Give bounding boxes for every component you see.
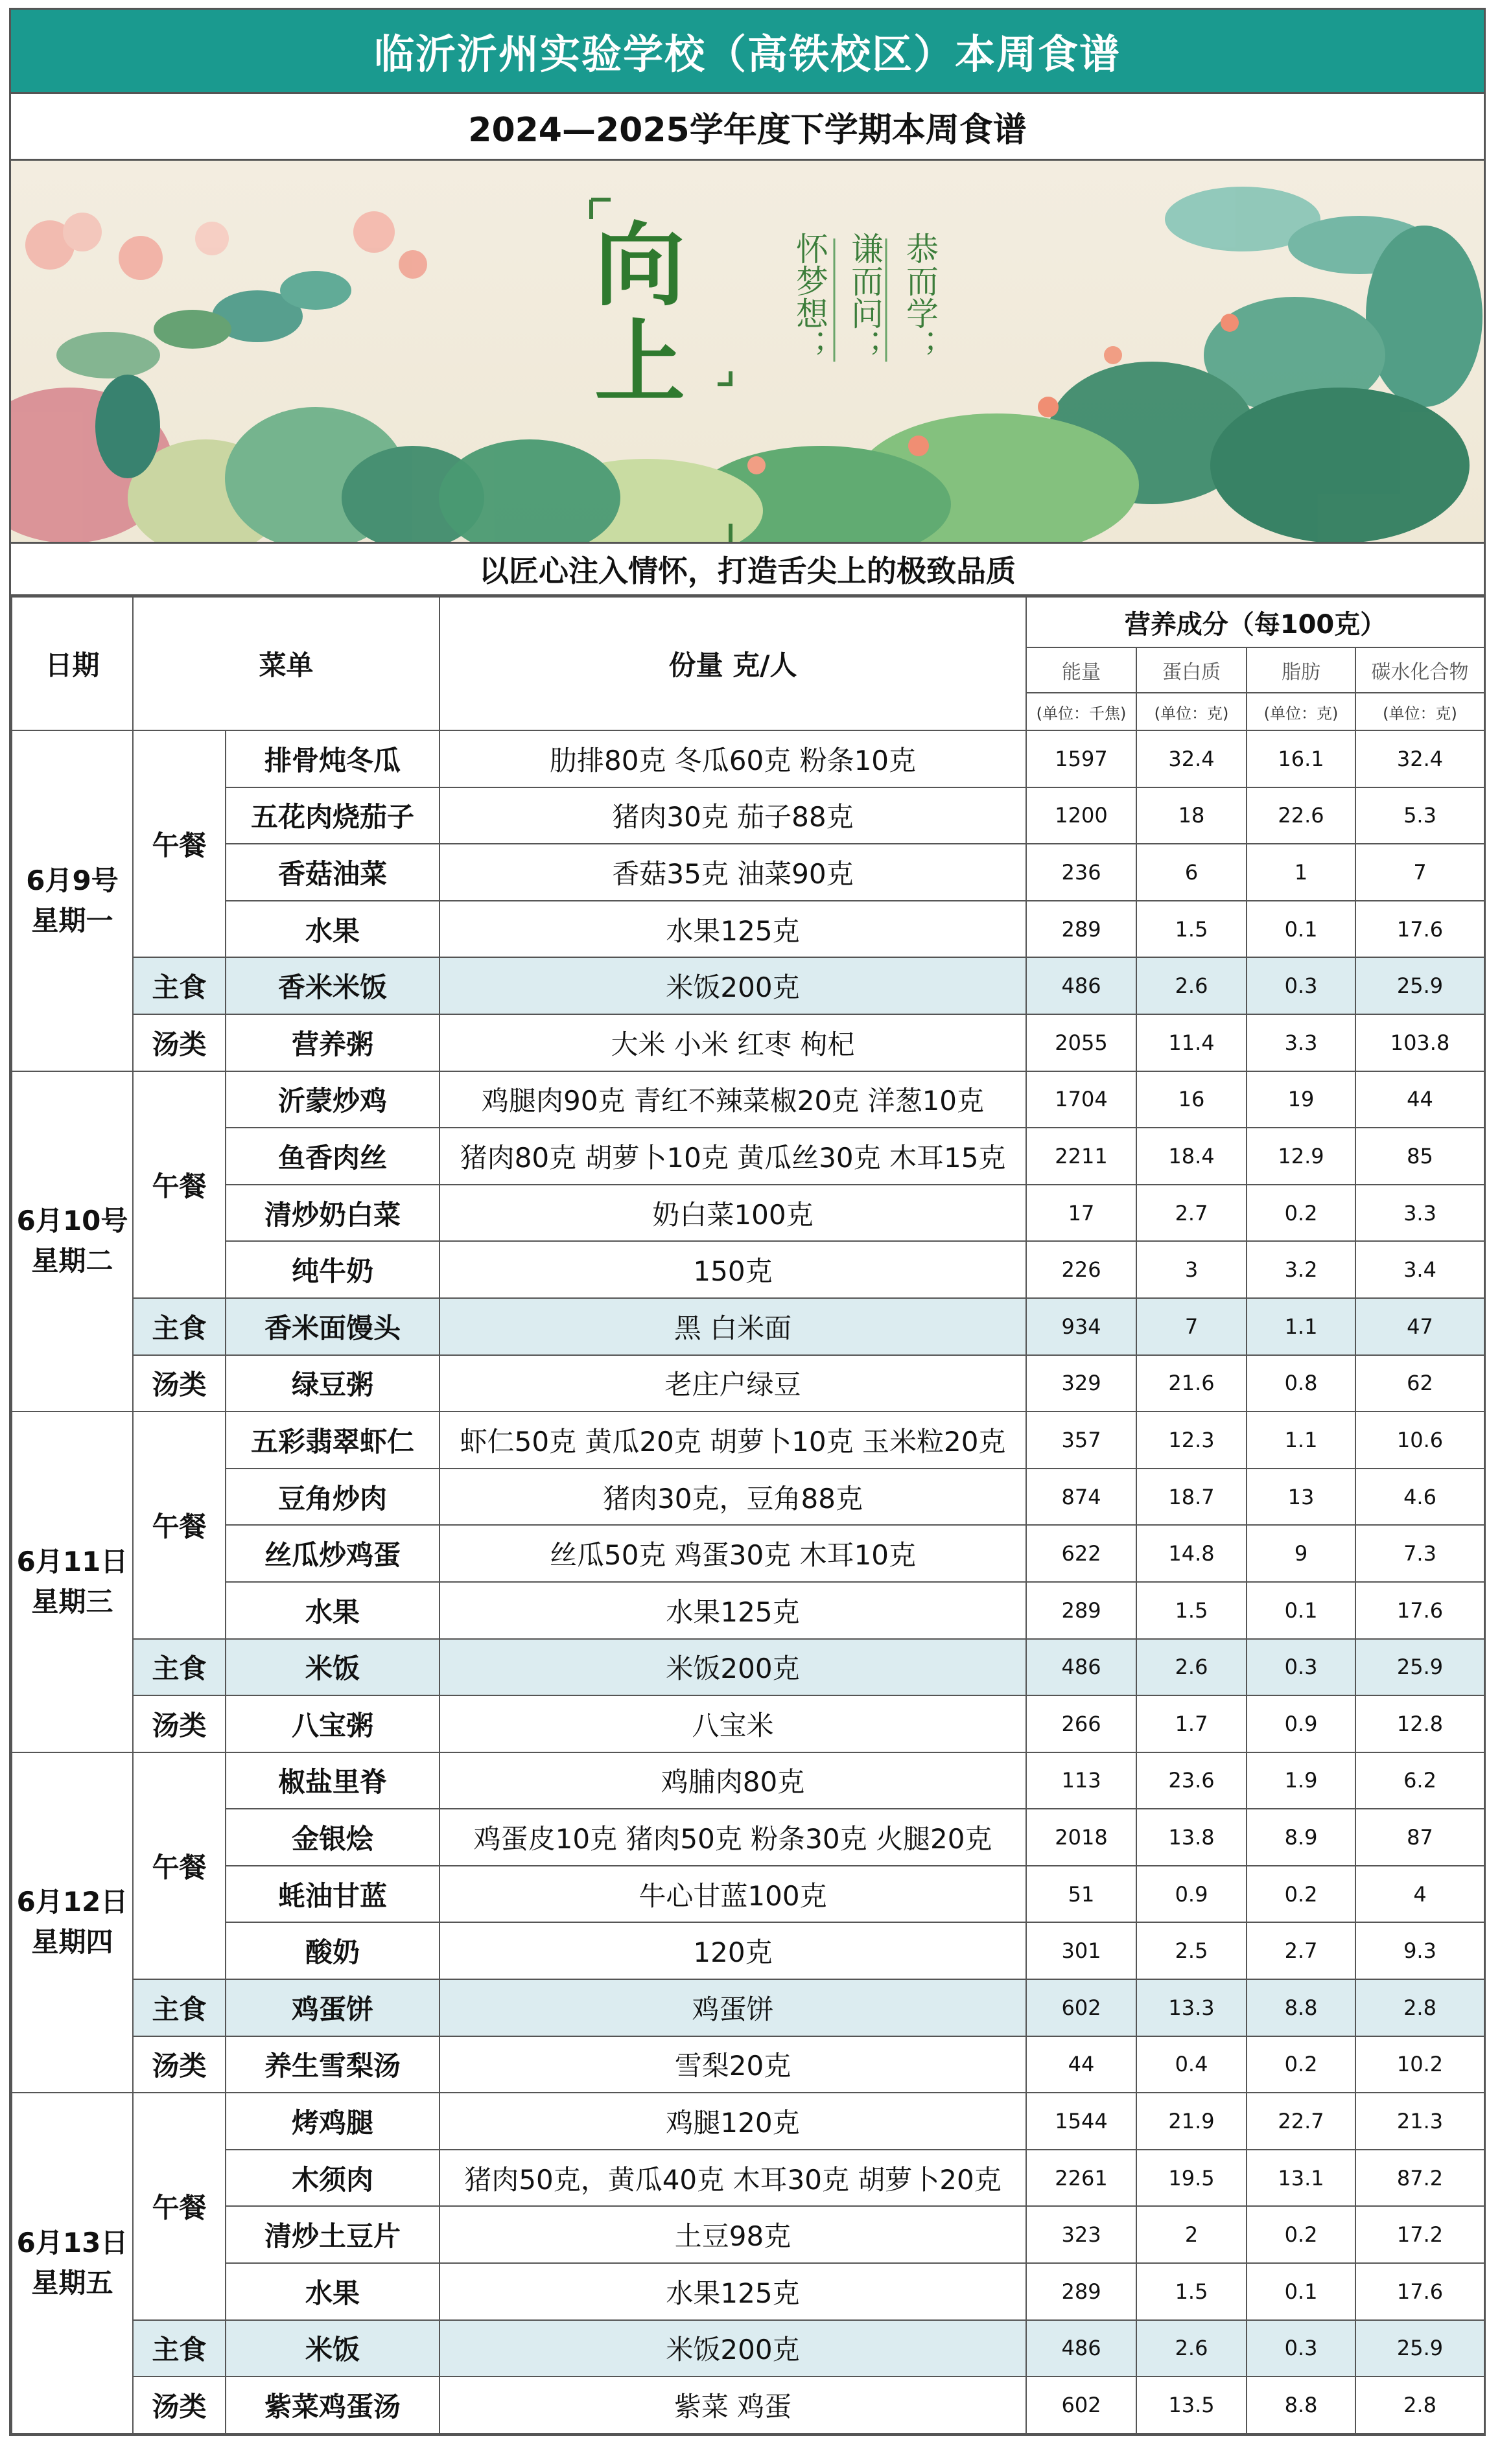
portion-cell: 鸡蛋饼 [439, 1979, 1026, 2036]
energy-cell: 266 [1026, 1695, 1136, 1752]
table-row [12, 1412, 1484, 1469]
table-row [12, 1355, 1484, 1412]
energy-cell: 2018 [1026, 1809, 1136, 1866]
meal-label-soup: 汤类 [133, 2377, 226, 2434]
fat-cell: 8.8 [1247, 2377, 1355, 2434]
dish-name: 纯牛奶 [226, 1241, 439, 1298]
carb-cell: 3.4 [1355, 1241, 1484, 1298]
energy-cell: 602 [1026, 1979, 1136, 2036]
header-protein-unit: (单位：克) [1136, 693, 1247, 730]
carb-cell: 87.2 [1355, 2150, 1484, 2207]
dish-name: 香菇油菜 [226, 844, 439, 901]
fat-cell: 0.1 [1247, 1582, 1355, 1639]
portion-cell: 米饭200克 [439, 1639, 1026, 1696]
table-row [12, 844, 1484, 901]
meal-label-lunch: 午餐 [133, 730, 226, 957]
protein-cell: 13.8 [1136, 1809, 1247, 1866]
date-text: 6月13日 [16, 2227, 128, 2259]
protein-cell: 2 [1136, 2206, 1247, 2263]
table-row [12, 1469, 1484, 1526]
table-row [12, 2206, 1484, 2263]
date-cell [12, 1071, 133, 1412]
energy-cell: 357 [1026, 1412, 1136, 1469]
meal-label-soup: 汤类 [133, 2036, 226, 2093]
protein-cell: 18.7 [1136, 1469, 1247, 1526]
fat-cell: 0.1 [1247, 901, 1355, 958]
protein-cell: 1.5 [1136, 1582, 1247, 1639]
energy-cell: 226 [1026, 1241, 1136, 1298]
fat-cell: 0.8 [1247, 1355, 1355, 1412]
meal-label-lunch: 午餐 [133, 1412, 226, 1638]
protein-cell: 16 [1136, 1071, 1247, 1128]
date-text: 6月11日 [16, 1545, 128, 1577]
portion-cell: 150克 [439, 1241, 1026, 1298]
portion-cell: 奶白菜100克 [439, 1185, 1026, 1242]
fat-cell: 1.1 [1247, 1412, 1355, 1469]
fat-cell: 0.2 [1247, 2036, 1355, 2093]
meal-label-staple: 主食 [133, 1979, 226, 2036]
energy-cell: 323 [1026, 2206, 1136, 2263]
protein-cell: 1.5 [1136, 901, 1247, 958]
fat-cell: 12.9 [1247, 1128, 1355, 1185]
energy-cell: 1704 [1026, 1071, 1136, 1128]
protein-cell: 6 [1136, 844, 1247, 901]
banner-big-char-1: 向 [594, 213, 686, 319]
protein-cell: 0.4 [1136, 2036, 1247, 2093]
protein-cell: 18.4 [1136, 1128, 1247, 1185]
dish-name: 沂蒙炒鸡 [226, 1071, 439, 1128]
date-cell [12, 730, 133, 1071]
portion-cell: 鸡脯肉80克 [439, 1752, 1026, 1809]
meal-label-soup: 汤类 [133, 1014, 226, 1071]
table-row [12, 787, 1484, 844]
table-row [12, 730, 1484, 787]
portion-cell: 水果125克 [439, 901, 1026, 958]
table-row [12, 1128, 1484, 1185]
dish-name: 米饭 [226, 2320, 439, 2377]
table-row [12, 1071, 1484, 1128]
dish-name: 酸奶 [226, 1922, 439, 1979]
dish-name: 香米面馒头 [226, 1298, 439, 1355]
fat-cell: 1.1 [1247, 1298, 1355, 1355]
energy-cell: 602 [1026, 2377, 1136, 2434]
date-cell [12, 1752, 133, 2093]
portion-cell: 猪肉80克 胡萝卜10克 黄瓜丝30克 木耳15克 [439, 1128, 1026, 1185]
date-text: 6月12日 [16, 1886, 128, 1918]
protein-cell: 14.8 [1136, 1525, 1247, 1582]
protein-cell: 2.7 [1136, 1185, 1247, 1242]
meal-label-staple: 主食 [133, 2320, 226, 2377]
decorative-banner [11, 161, 1484, 544]
energy-cell: 934 [1026, 1298, 1136, 1355]
table-row [12, 1582, 1484, 1639]
header-carb: 碳水化合物 [1355, 647, 1484, 693]
protein-cell: 1.5 [1136, 2263, 1247, 2320]
energy-cell: 289 [1026, 901, 1136, 958]
protein-cell: 0.9 [1136, 1866, 1247, 1923]
protein-cell: 11.4 [1136, 1014, 1247, 1071]
weekday-text: 星期二 [31, 1245, 113, 1277]
table-row [12, 1695, 1484, 1752]
dish-name: 清炒奶白菜 [226, 1185, 439, 1242]
carb-cell: 44 [1355, 1071, 1484, 1128]
energy-cell: 486 [1026, 2320, 1136, 2377]
protein-cell: 18 [1136, 787, 1247, 844]
carb-cell: 10.2 [1355, 2036, 1484, 2093]
protein-cell: 1.7 [1136, 1695, 1247, 1752]
carb-cell: 87 [1355, 1809, 1484, 1866]
dish-name: 八宝粥 [226, 1695, 439, 1752]
banner-poem-col-1: 恭而学； [901, 232, 939, 362]
carb-cell: 32.4 [1355, 730, 1484, 787]
header-date: 日期 [12, 597, 133, 730]
portion-cell: 水果125克 [439, 1582, 1026, 1639]
table-row [12, 1298, 1484, 1355]
portion-cell: 土豆98克 [439, 2206, 1026, 2263]
protein-cell: 2.6 [1136, 957, 1247, 1014]
portion-cell: 虾仁50克 黄瓜20克 胡萝卜10克 玉米粒20克 [439, 1412, 1026, 1469]
dish-name: 水果 [226, 1582, 439, 1639]
banner-big-char-2: 上 [594, 310, 686, 416]
fat-cell: 0.2 [1247, 1866, 1355, 1923]
banner-poem-col-2: 谦而问； [846, 232, 884, 362]
energy-cell: 1544 [1026, 2093, 1136, 2150]
fat-cell: 13.1 [1247, 2150, 1355, 2207]
table-row [12, 1752, 1484, 1809]
energy-cell: 44 [1026, 2036, 1136, 2093]
energy-cell: 486 [1026, 957, 1136, 1014]
table-row [12, 1866, 1484, 1923]
dish-name: 绿豆粥 [226, 1355, 439, 1412]
header-energy: 能量 [1026, 647, 1136, 693]
portion-cell: 鸡腿肉90克 青红不辣菜椒20克 洋葱10克 [439, 1071, 1026, 1128]
meal-label-staple: 主食 [133, 1639, 226, 1696]
fat-cell: 0.3 [1247, 957, 1355, 1014]
header-nutrition: 营养成分（每100克） [1026, 597, 1484, 647]
portion-cell: 猪肉30克，豆角88克 [439, 1469, 1026, 1526]
energy-cell: 329 [1026, 1355, 1136, 1412]
dish-name: 营养粥 [226, 1014, 439, 1071]
table-row [12, 2093, 1484, 2150]
page-subtitle: 2024—2025学年度下学期本周食谱 [11, 94, 1484, 161]
dish-name: 五彩翡翠虾仁 [226, 1412, 439, 1469]
carb-cell: 4 [1355, 1866, 1484, 1923]
carb-cell: 21.3 [1355, 2093, 1484, 2150]
portion-cell: 八宝米 [439, 1695, 1026, 1752]
menu-sheet [9, 8, 1486, 2436]
portion-cell: 米饭200克 [439, 957, 1026, 1014]
meal-label-soup: 汤类 [133, 1695, 226, 1752]
protein-cell: 13.5 [1136, 2377, 1247, 2434]
carb-cell: 103.8 [1355, 1014, 1484, 1071]
energy-cell: 622 [1026, 1525, 1136, 1582]
header-fat-unit: (单位：克) [1247, 693, 1355, 730]
table-row [12, 2150, 1484, 2207]
dish-name: 水果 [226, 901, 439, 958]
portion-cell: 黑 白米面 [439, 1298, 1026, 1355]
portion-cell: 香菇35克 油菜90克 [439, 844, 1026, 901]
carb-cell: 6.2 [1355, 1752, 1484, 1809]
portion-cell: 大米 小米 红枣 枸杞 [439, 1014, 1026, 1071]
header-protein: 蛋白质 [1136, 647, 1247, 693]
fat-cell: 13 [1247, 1469, 1355, 1526]
meal-label-lunch: 午餐 [133, 1752, 226, 1979]
protein-cell: 32.4 [1136, 730, 1247, 787]
fat-cell: 8.8 [1247, 1979, 1355, 2036]
weekday-text: 星期一 [31, 904, 113, 936]
carb-cell: 4.6 [1355, 1469, 1484, 1526]
weekday-text: 星期三 [31, 1585, 113, 1618]
header-portion: 份量 克/人 [439, 597, 1026, 730]
portion-cell: 老庄户绿豆 [439, 1355, 1026, 1412]
energy-cell: 17 [1026, 1185, 1136, 1242]
table-row [12, 1979, 1484, 2036]
fat-cell: 19 [1247, 1071, 1355, 1128]
energy-cell: 113 [1026, 1752, 1136, 1809]
portion-cell: 水果125克 [439, 2263, 1026, 2320]
carb-cell: 85 [1355, 1128, 1484, 1185]
fat-cell: 0.1 [1247, 2263, 1355, 2320]
energy-cell: 486 [1026, 1639, 1136, 1696]
carb-cell: 17.2 [1355, 2206, 1484, 2263]
fat-cell: 22.6 [1247, 787, 1355, 844]
protein-cell: 2.6 [1136, 2320, 1247, 2377]
date-cell [12, 1412, 133, 1752]
fat-cell: 1 [1247, 844, 1355, 901]
carb-cell: 25.9 [1355, 1639, 1484, 1696]
date-cell [12, 2093, 133, 2434]
dish-name: 烤鸡腿 [226, 2093, 439, 2150]
protein-cell: 7 [1136, 1298, 1247, 1355]
table-row [12, 1525, 1484, 1582]
energy-cell: 236 [1026, 844, 1136, 901]
fat-cell: 16.1 [1247, 730, 1355, 787]
table-row [12, 2320, 1484, 2377]
carb-cell: 3.3 [1355, 1185, 1484, 1242]
carb-cell: 10.6 [1355, 1412, 1484, 1469]
energy-cell: 874 [1026, 1469, 1136, 1526]
fat-cell: 2.7 [1247, 1922, 1355, 1979]
portion-cell: 肋排80克 冬瓜60克 粉条10克 [439, 730, 1026, 787]
banner-illustration [11, 161, 1484, 542]
carb-cell: 17.6 [1355, 2263, 1484, 2320]
protein-cell: 12.3 [1136, 1412, 1247, 1469]
dish-name: 椒盐里脊 [226, 1752, 439, 1809]
header-fat: 脂肪 [1247, 647, 1355, 693]
table-row [12, 901, 1484, 958]
header-menu: 菜单 [133, 597, 439, 730]
carb-cell: 12.8 [1355, 1695, 1484, 1752]
portion-cell: 牛心甘蓝100克 [439, 1866, 1026, 1923]
protein-cell: 2.6 [1136, 1639, 1247, 1696]
dish-name: 豆角炒肉 [226, 1469, 439, 1526]
dish-name: 香米米饭 [226, 957, 439, 1014]
fat-cell: 8.9 [1247, 1809, 1355, 1866]
meal-label-staple: 主食 [133, 957, 226, 1014]
fat-cell: 0.3 [1247, 2320, 1355, 2377]
dish-name: 清炒土豆片 [226, 2206, 439, 2263]
dish-name: 水果 [226, 2263, 439, 2320]
portion-cell: 雪梨20克 [439, 2036, 1026, 2093]
carb-cell: 7 [1355, 844, 1484, 901]
energy-cell: 2055 [1026, 1014, 1136, 1071]
carb-cell: 7.3 [1355, 1525, 1484, 1582]
fat-cell: 0.9 [1247, 1695, 1355, 1752]
protein-cell: 13.3 [1136, 1979, 1247, 2036]
energy-cell: 2211 [1026, 1128, 1136, 1185]
protein-cell: 21.9 [1136, 2093, 1247, 2150]
weekday-text: 星期五 [31, 2267, 113, 2299]
table-row [12, 1639, 1484, 1696]
portion-cell: 丝瓜50克 鸡蛋30克 木耳10克 [439, 1525, 1026, 1582]
table-row [12, 2377, 1484, 2434]
fat-cell: 22.7 [1247, 2093, 1355, 2150]
table-row [12, 1241, 1484, 1298]
meal-label-staple: 主食 [133, 1298, 226, 1355]
menu-table [11, 596, 1485, 2434]
table-row [12, 1922, 1484, 1979]
fat-cell: 1.9 [1247, 1752, 1355, 1809]
energy-cell: 289 [1026, 1582, 1136, 1639]
portion-cell: 米饭200克 [439, 2320, 1026, 2377]
protein-cell: 23.6 [1136, 1752, 1247, 1809]
energy-cell: 51 [1026, 1866, 1136, 1923]
protein-cell: 19.5 [1136, 2150, 1247, 2207]
left-flowers [11, 211, 484, 542]
meal-label-lunch: 午餐 [133, 1071, 226, 1298]
fat-cell: 9 [1247, 1525, 1355, 1582]
page-title: 临沂沂州实验学校（高铁校区）本周食谱 [11, 10, 1484, 94]
dish-name: 排骨炖冬瓜 [226, 730, 439, 787]
portion-cell: 猪肉30克 茄子88克 [439, 787, 1026, 844]
banner-poem-col-3: 怀梦想； [791, 232, 828, 362]
protein-cell: 21.6 [1136, 1355, 1247, 1412]
dish-name: 养生雪梨汤 [226, 2036, 439, 2093]
fat-cell: 0.2 [1247, 1185, 1355, 1242]
fat-cell: 3.3 [1247, 1014, 1355, 1071]
header-energy-unit: (单位：千焦) [1026, 693, 1136, 730]
carb-cell: 25.9 [1355, 2320, 1484, 2377]
fat-cell: 3.2 [1247, 1241, 1355, 1298]
energy-cell: 2261 [1026, 2150, 1136, 2207]
portion-cell: 120克 [439, 1922, 1026, 1979]
carb-cell: 25.9 [1355, 957, 1484, 1014]
fat-cell: 0.3 [1247, 1639, 1355, 1696]
energy-cell: 301 [1026, 1922, 1136, 1979]
energy-cell: 1597 [1026, 730, 1136, 787]
dish-name: 米饭 [226, 1639, 439, 1696]
carb-cell: 62 [1355, 1355, 1484, 1412]
portion-cell: 鸡蛋皮10克 猪肉50克 粉条30克 火腿20克 [439, 1809, 1026, 1866]
header-carb-unit: (单位：克) [1355, 693, 1484, 730]
carb-cell: 5.3 [1355, 787, 1484, 844]
portion-cell: 鸡腿120克 [439, 2093, 1026, 2150]
dish-name: 金银烩 [226, 1809, 439, 1866]
dish-name: 紫菜鸡蛋汤 [226, 2377, 439, 2434]
portion-cell: 紫菜 鸡蛋 [439, 2377, 1026, 2434]
date-text: 6月10号 [16, 1205, 128, 1237]
carb-cell: 17.6 [1355, 1582, 1484, 1639]
protein-cell: 3 [1136, 1241, 1247, 1298]
energy-cell: 1200 [1026, 787, 1136, 844]
table-row [12, 957, 1484, 1014]
dish-name: 五花肉烧茄子 [226, 787, 439, 844]
slogan: 以匠心注入情怀，打造舌尖上的极致品质 [11, 544, 1484, 596]
carb-cell: 2.8 [1355, 1979, 1484, 2036]
dish-name: 蚝油甘蓝 [226, 1866, 439, 1923]
meal-label-soup: 汤类 [133, 1355, 226, 1412]
dish-name: 鸡蛋饼 [226, 1979, 439, 2036]
fat-cell: 0.2 [1247, 2206, 1355, 2263]
weekday-text: 星期四 [31, 1926, 113, 1958]
table-row [12, 1185, 1484, 1242]
protein-cell: 2.5 [1136, 1922, 1247, 1979]
table-row [12, 1014, 1484, 1071]
table-row [12, 2036, 1484, 2093]
dish-name: 鱼香肉丝 [226, 1128, 439, 1185]
carb-cell: 17.6 [1355, 901, 1484, 958]
meal-label-lunch: 午餐 [133, 2093, 226, 2319]
date-text: 6月9号 [26, 864, 119, 896]
carb-cell: 9.3 [1355, 1922, 1484, 1979]
carb-cell: 2.8 [1355, 2377, 1484, 2434]
portion-cell: 猪肉50克，黄瓜40克 木耳30克 胡萝卜20克 [439, 2150, 1026, 2207]
table-row [12, 2263, 1484, 2320]
energy-cell: 289 [1026, 2263, 1136, 2320]
dish-name: 丝瓜炒鸡蛋 [226, 1525, 439, 1582]
dish-name: 木须肉 [226, 2150, 439, 2207]
carb-cell: 47 [1355, 1298, 1484, 1355]
table-row [12, 1809, 1484, 1866]
